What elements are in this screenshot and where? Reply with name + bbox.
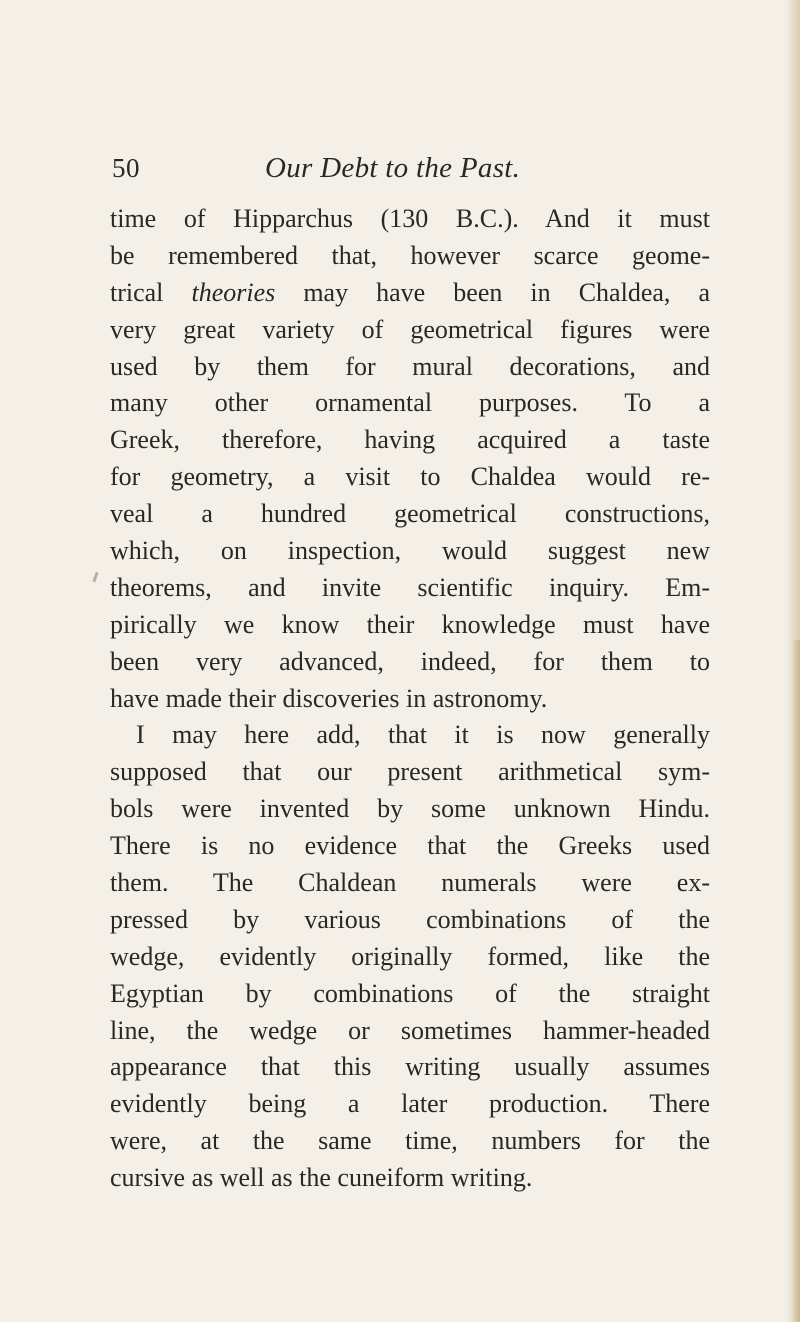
text-line-13: been very advanced, indeed, for them to — [110, 646, 710, 676]
text-line-5: used by them for mural decorations, and — [110, 351, 710, 381]
text-line-8: for geometry, a visit to Chaldea would re- — [110, 462, 710, 492]
margin-mark — [92, 572, 98, 582]
text-line-22: Egyptian by combinations of the straight — [110, 978, 710, 1008]
text-line-25: evidently being a later production. There — [110, 1089, 710, 1119]
text-line-11: theorems, and invite scientific inquiry. Em- — [110, 572, 710, 602]
text-line-21: wedge, evidently originally formed, like the — [110, 941, 710, 971]
text-line-26: were, at the same time, numbers for the — [110, 1126, 710, 1156]
text-line-9: veal a hundred geometrical constructions, — [110, 499, 710, 529]
text-line-15: I may here add, that it is now generally — [136, 720, 710, 750]
page-edge-stain — [792, 640, 800, 1322]
text-line-1: time of Hipparchus (130 B.C.). And it must — [110, 204, 710, 233]
text-line-17: bols were invented by some unknown Hindu. — [110, 794, 710, 824]
era-abbrev: B.C. — [455, 204, 504, 233]
text-line-2: be remembered that, however scarce geome- — [110, 240, 710, 270]
body-text — [110, 201, 710, 1197]
text-line-10: which, on inspection, would suggest new — [110, 536, 710, 566]
text-line-24: appearance that this writing usually assumes — [110, 1052, 710, 1082]
text-line-14: have made their discoveries in astronomy. — [110, 683, 548, 713]
running-head — [112, 150, 712, 190]
text-line-19: them. The Chaldean numerals were ex- — [110, 868, 710, 898]
text-line-3: trical theories may have been in Chaldea, a — [110, 277, 710, 307]
text-line-18: There is no evidence that the Greeks used — [110, 831, 710, 861]
text-line-4: very great variety of geometrical figures were — [110, 314, 710, 344]
text-line-6: many other ornamental purposes. To a — [110, 388, 710, 418]
text-line-7: Greek, therefore, having acquired a taste — [110, 425, 710, 455]
text-line-16: supposed that our present arithmetical sym- — [110, 757, 710, 787]
text-line-23: line, the wedge or sometimes hammer-headed — [110, 1015, 710, 1045]
text-line-27: cursive as well as the cuneiform writing. — [110, 1163, 533, 1193]
text-line-12: pirically we know their knowledge must have — [110, 609, 710, 639]
running-title: Our Debt to the Past. — [265, 152, 521, 184]
page-number: 50 — [112, 153, 140, 183]
emphasis-theories: theories — [191, 277, 276, 307]
text-line-20: pressed by various combinations of the — [110, 904, 710, 934]
